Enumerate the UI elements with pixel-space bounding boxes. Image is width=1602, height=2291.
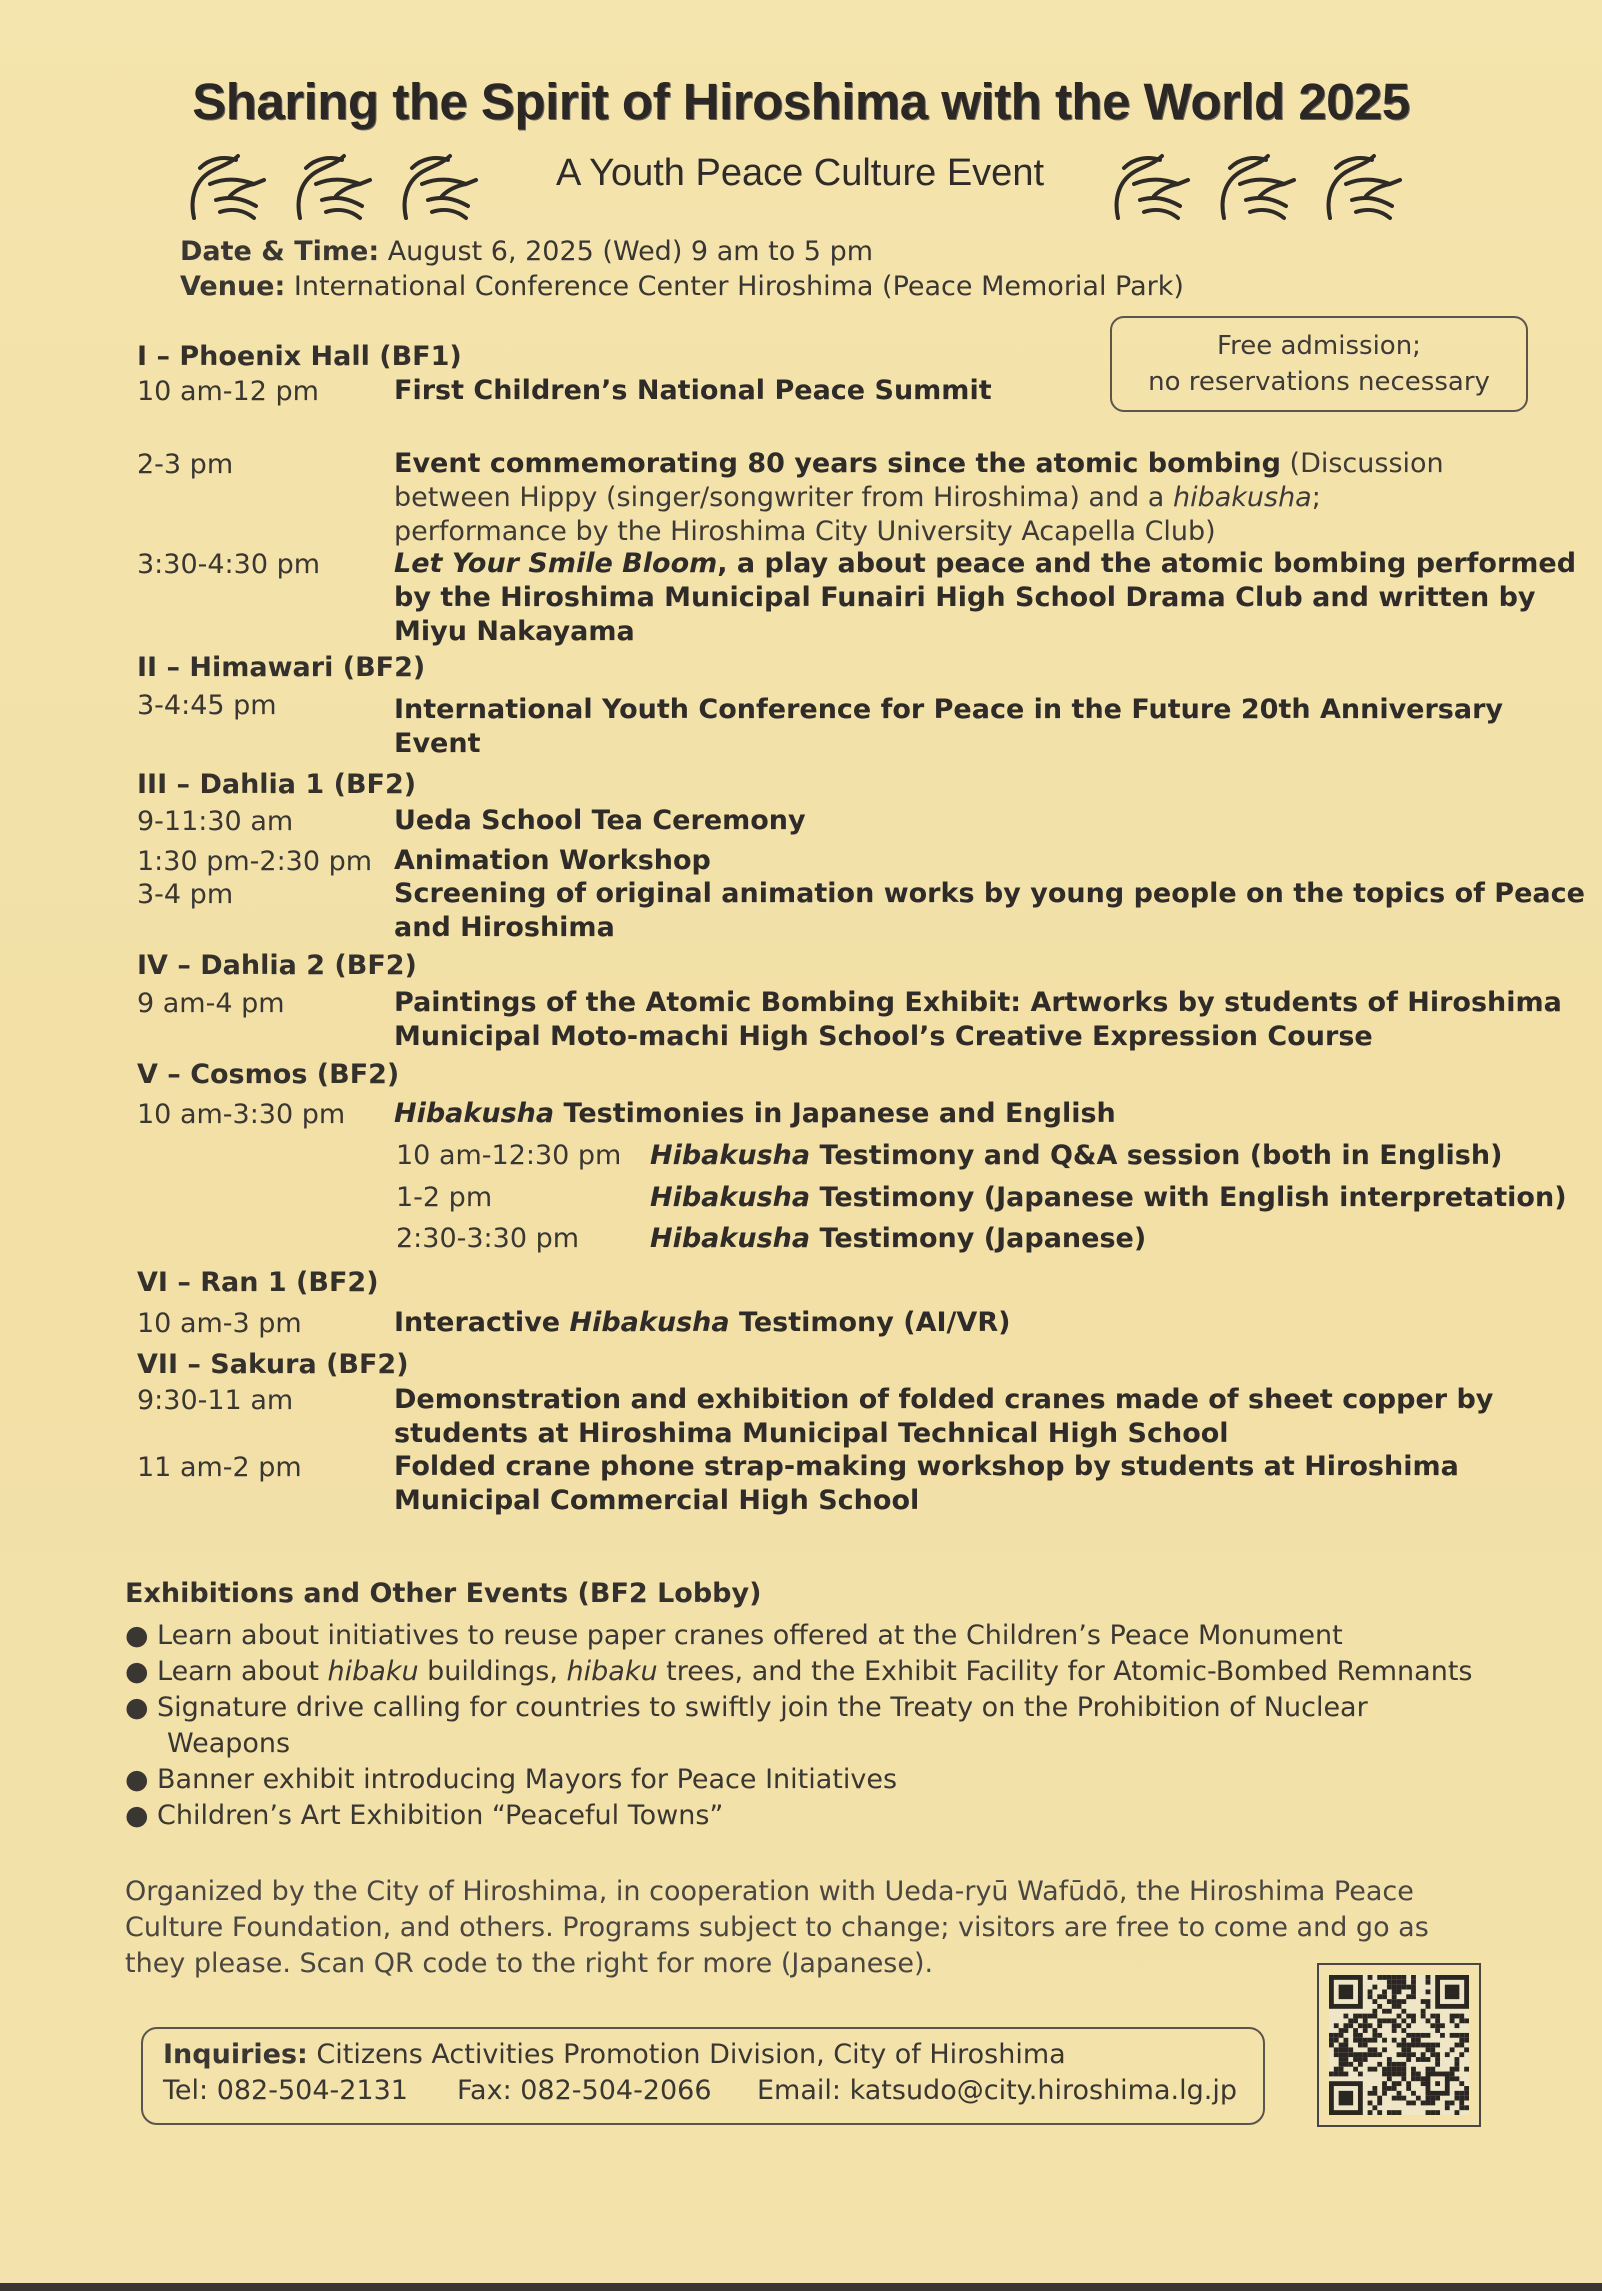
admission-box [1110,316,1528,412]
date-label: Date & Time: [180,236,380,267]
event-description [394,986,1562,1054]
event-title: First Children’s National Peace Summit [394,375,992,406]
event-title-italic: Hibakusha [569,1307,730,1338]
list-item-text: Weapons [167,1728,291,1759]
list-item-text: Banner exhibit introducing Mayors for Peace Initiatives [157,1764,898,1795]
sub-event-description [650,1182,1567,1213]
event-title: and Hiroshima [394,912,615,943]
event-time: 10 am-3 pm [137,1308,302,1339]
dove-icon [286,148,374,226]
qr-code-icon[interactable] [1329,1975,1469,2115]
event-title: Municipal Moto-machi High School’s Creative Expression Course [394,1021,1373,1052]
event-time: 9 am-4 pm [137,988,285,1019]
event-title: Demonstration and exhibition of folded cranes made of sheet copper by [394,1384,1494,1415]
hall-heading: II – Himawari (BF2) [137,652,426,683]
play-title: Let Your Smile Bloom [394,548,718,579]
event-detail-italic: hibakusha [1172,482,1312,513]
event-time: 10 am-12 pm [137,376,319,407]
hall-heading: III – Dahlia 1 (BF2) [137,769,417,800]
sub-event-italic: Hibakusha [650,1182,811,1213]
organizer-line: Organized by the City of Hiroshima, in cooperation with Ueda-ryū Wafūdō, the Hiroshima Peace [125,1876,1414,1907]
event-title: Animation Workshop [394,845,711,876]
list-item-italic: hibaku [327,1656,419,1687]
event-detail: (Discussion [1280,448,1444,479]
list-item-italic: hibaku [566,1656,658,1687]
event-description [394,1450,1459,1518]
list-item-text: buildings, [418,1656,567,1687]
hall-heading: IV – Dahlia 2 (BF2) [137,950,417,981]
event-title: Screening of original animation works by young people on the topics of Peace [394,878,1585,909]
bullet-icon: ● [125,1656,149,1687]
event-title: Municipal Commercial High School [394,1485,920,1516]
organizer-note [125,1874,1445,1982]
event-title: by the Hiroshima Municipal Funairi High School Drama Club and written by [394,582,1536,613]
inquiries-line [163,2039,1066,2070]
event-title: Event [394,728,481,759]
list-item [125,1690,1473,1762]
sub-event-description [650,1223,1146,1254]
inquiries-label: Inquiries: [163,2039,308,2070]
dove-icon [1104,148,1192,226]
exhibitions-heading: Exhibitions and Other Events (BF2 Lobby) [125,1578,762,1609]
sub-event-text: Testimony (Japanese) [810,1223,1147,1254]
event-time: 1:30 pm-2:30 pm [137,846,373,877]
page-title: Sharing the Spirit of Hiroshima with the World 2025 [192,73,1410,130]
event-title: Event commemorating 80 years since the atomic bombing [394,448,1281,479]
event-description [394,447,1444,549]
fax-number: Fax: 082-504-2066 [457,2075,712,2106]
list-item-text: Signature drive calling for countries to swiftly join the Treaty on the Prohibition of Nuclear [157,1692,1368,1723]
event-title: Ueda School Tea Ceremony [394,805,806,836]
sub-event-text: Testimony (Japanese with English interpretation) [810,1182,1567,1213]
bullet-icon: ● [125,1620,149,1651]
exhibitions-list [125,1618,1473,1834]
event-detail: ; [1311,482,1321,513]
event-description [394,374,992,408]
dove-icon [1210,148,1298,226]
event-detail: between Hippy (singer/songwriter from Hiroshima) and a [394,482,1173,513]
sub-event-text: Testimony and Q&A session (both in English) [810,1140,1503,1171]
event-description [394,547,1576,649]
date-time-line [180,236,873,267]
inquiries-dept: Citizens Activities Promotion Division, City of Hiroshima [307,2039,1066,2070]
list-item-text: Children’s Art Exhibition “Peaceful Towns” [157,1800,724,1831]
event-description [394,693,1503,761]
event-time: 3:30-4:30 pm [137,549,321,580]
event-title: Paintings of the Atomic Bombing Exhibit: Artworks by students of Hiroshima [394,987,1562,1018]
organizer-line: they please. Scan QR code to the right for more (Japanese). [125,1948,934,1979]
qr-code-frame [1317,1963,1481,2127]
event-title: Testimony (AI/VR) [729,1307,1011,1338]
event-description [394,804,806,838]
organizer-line: Culture Foundation, and others. Programs subject to change; visitors are free to come and go as [125,1912,1429,1943]
list-item [125,1654,1473,1690]
event-description [394,877,1585,945]
date-value: August 6, 2025 (Wed) 9 am to 5 pm [379,236,874,267]
event-title: , a play about peace and the atomic bombing performed [717,548,1577,579]
event-time: 3-4 pm [137,879,234,910]
sub-event-italic: Hibakusha [650,1223,811,1254]
list-item [125,1798,1473,1834]
event-detail: performance by the Hiroshima City University Acapella Club) [394,516,1216,547]
venue-label: Venue: [180,271,286,302]
inquiries-box [141,2027,1265,2125]
venue-line [180,271,1184,302]
event-subtitle: A Youth Peace Culture Event [555,152,1045,194]
list-item-text: Learn about initiatives to reuse paper cranes offered at the Children’s Peace Monument [157,1620,1343,1651]
event-time: 9:30-11 am [137,1385,294,1416]
bullet-icon: ● [125,1764,149,1795]
hall-heading: I – Phoenix Hall (BF1) [137,341,462,372]
sub-event-time: 1-2 pm [396,1182,493,1213]
subtitle-row [180,148,1420,228]
event-title: Testimonies in Japanese and English [554,1098,1116,1129]
hall-heading: V – Cosmos (BF2) [137,1059,400,1090]
event-title: Interactive [394,1307,570,1338]
event-time: 9-11:30 am [137,806,294,837]
list-item [125,1618,1473,1654]
dove-icon [180,148,268,226]
event-description [394,844,711,878]
sub-event-time: 2:30-3:30 pm [396,1223,580,1254]
event-description [394,1383,1493,1451]
event-time: 10 am-3:30 pm [137,1099,346,1130]
venue-value: International Conference Center Hiroshima (Peace Memorial Park) [285,271,1184,302]
tel-number: Tel: 082-504-2131 [163,2075,408,2106]
event-title: Miyu Nakayama [394,616,635,647]
hall-heading: VII – Sakura (BF2) [137,1349,409,1380]
bullet-icon: ● [125,1800,149,1831]
list-item-text: trees, and the Exhibit Facility for Atomic-Bombed Remnants [657,1656,1473,1687]
event-time: 2-3 pm [137,449,234,480]
admission-line-1: Free admission; [1217,331,1421,361]
event-title-italic: Hibakusha [394,1098,555,1129]
list-item [125,1762,1473,1798]
email-link[interactable]: Email: katsudo@city.hiroshima.lg.jp [757,2075,1237,2106]
event-description [394,1306,1010,1340]
sub-event-description [650,1140,1502,1171]
event-time: 3-4:45 pm [137,690,277,721]
event-time: 11 am-2 pm [137,1452,302,1483]
sub-event-italic: Hibakusha [650,1140,811,1171]
event-title: International Youth Conference for Peace in the Future 20th Anniversary [394,694,1504,725]
dove-icon [1316,148,1404,226]
page-edge [0,2283,1602,2291]
event-title: Folded crane phone strap-making workshop by students at Hiroshima [394,1451,1459,1482]
bullet-icon: ● [125,1692,149,1723]
event-description [394,1097,1116,1131]
dove-icon [392,148,480,226]
admission-line-2: no reservations necessary [1148,367,1490,397]
event-title: students at Hiroshima Municipal Technical High School [394,1418,1229,1449]
hall-heading: VI – Ran 1 (BF2) [137,1267,379,1298]
sub-event-time: 10 am-12:30 pm [396,1140,622,1171]
list-item-text: Learn about [157,1656,328,1687]
